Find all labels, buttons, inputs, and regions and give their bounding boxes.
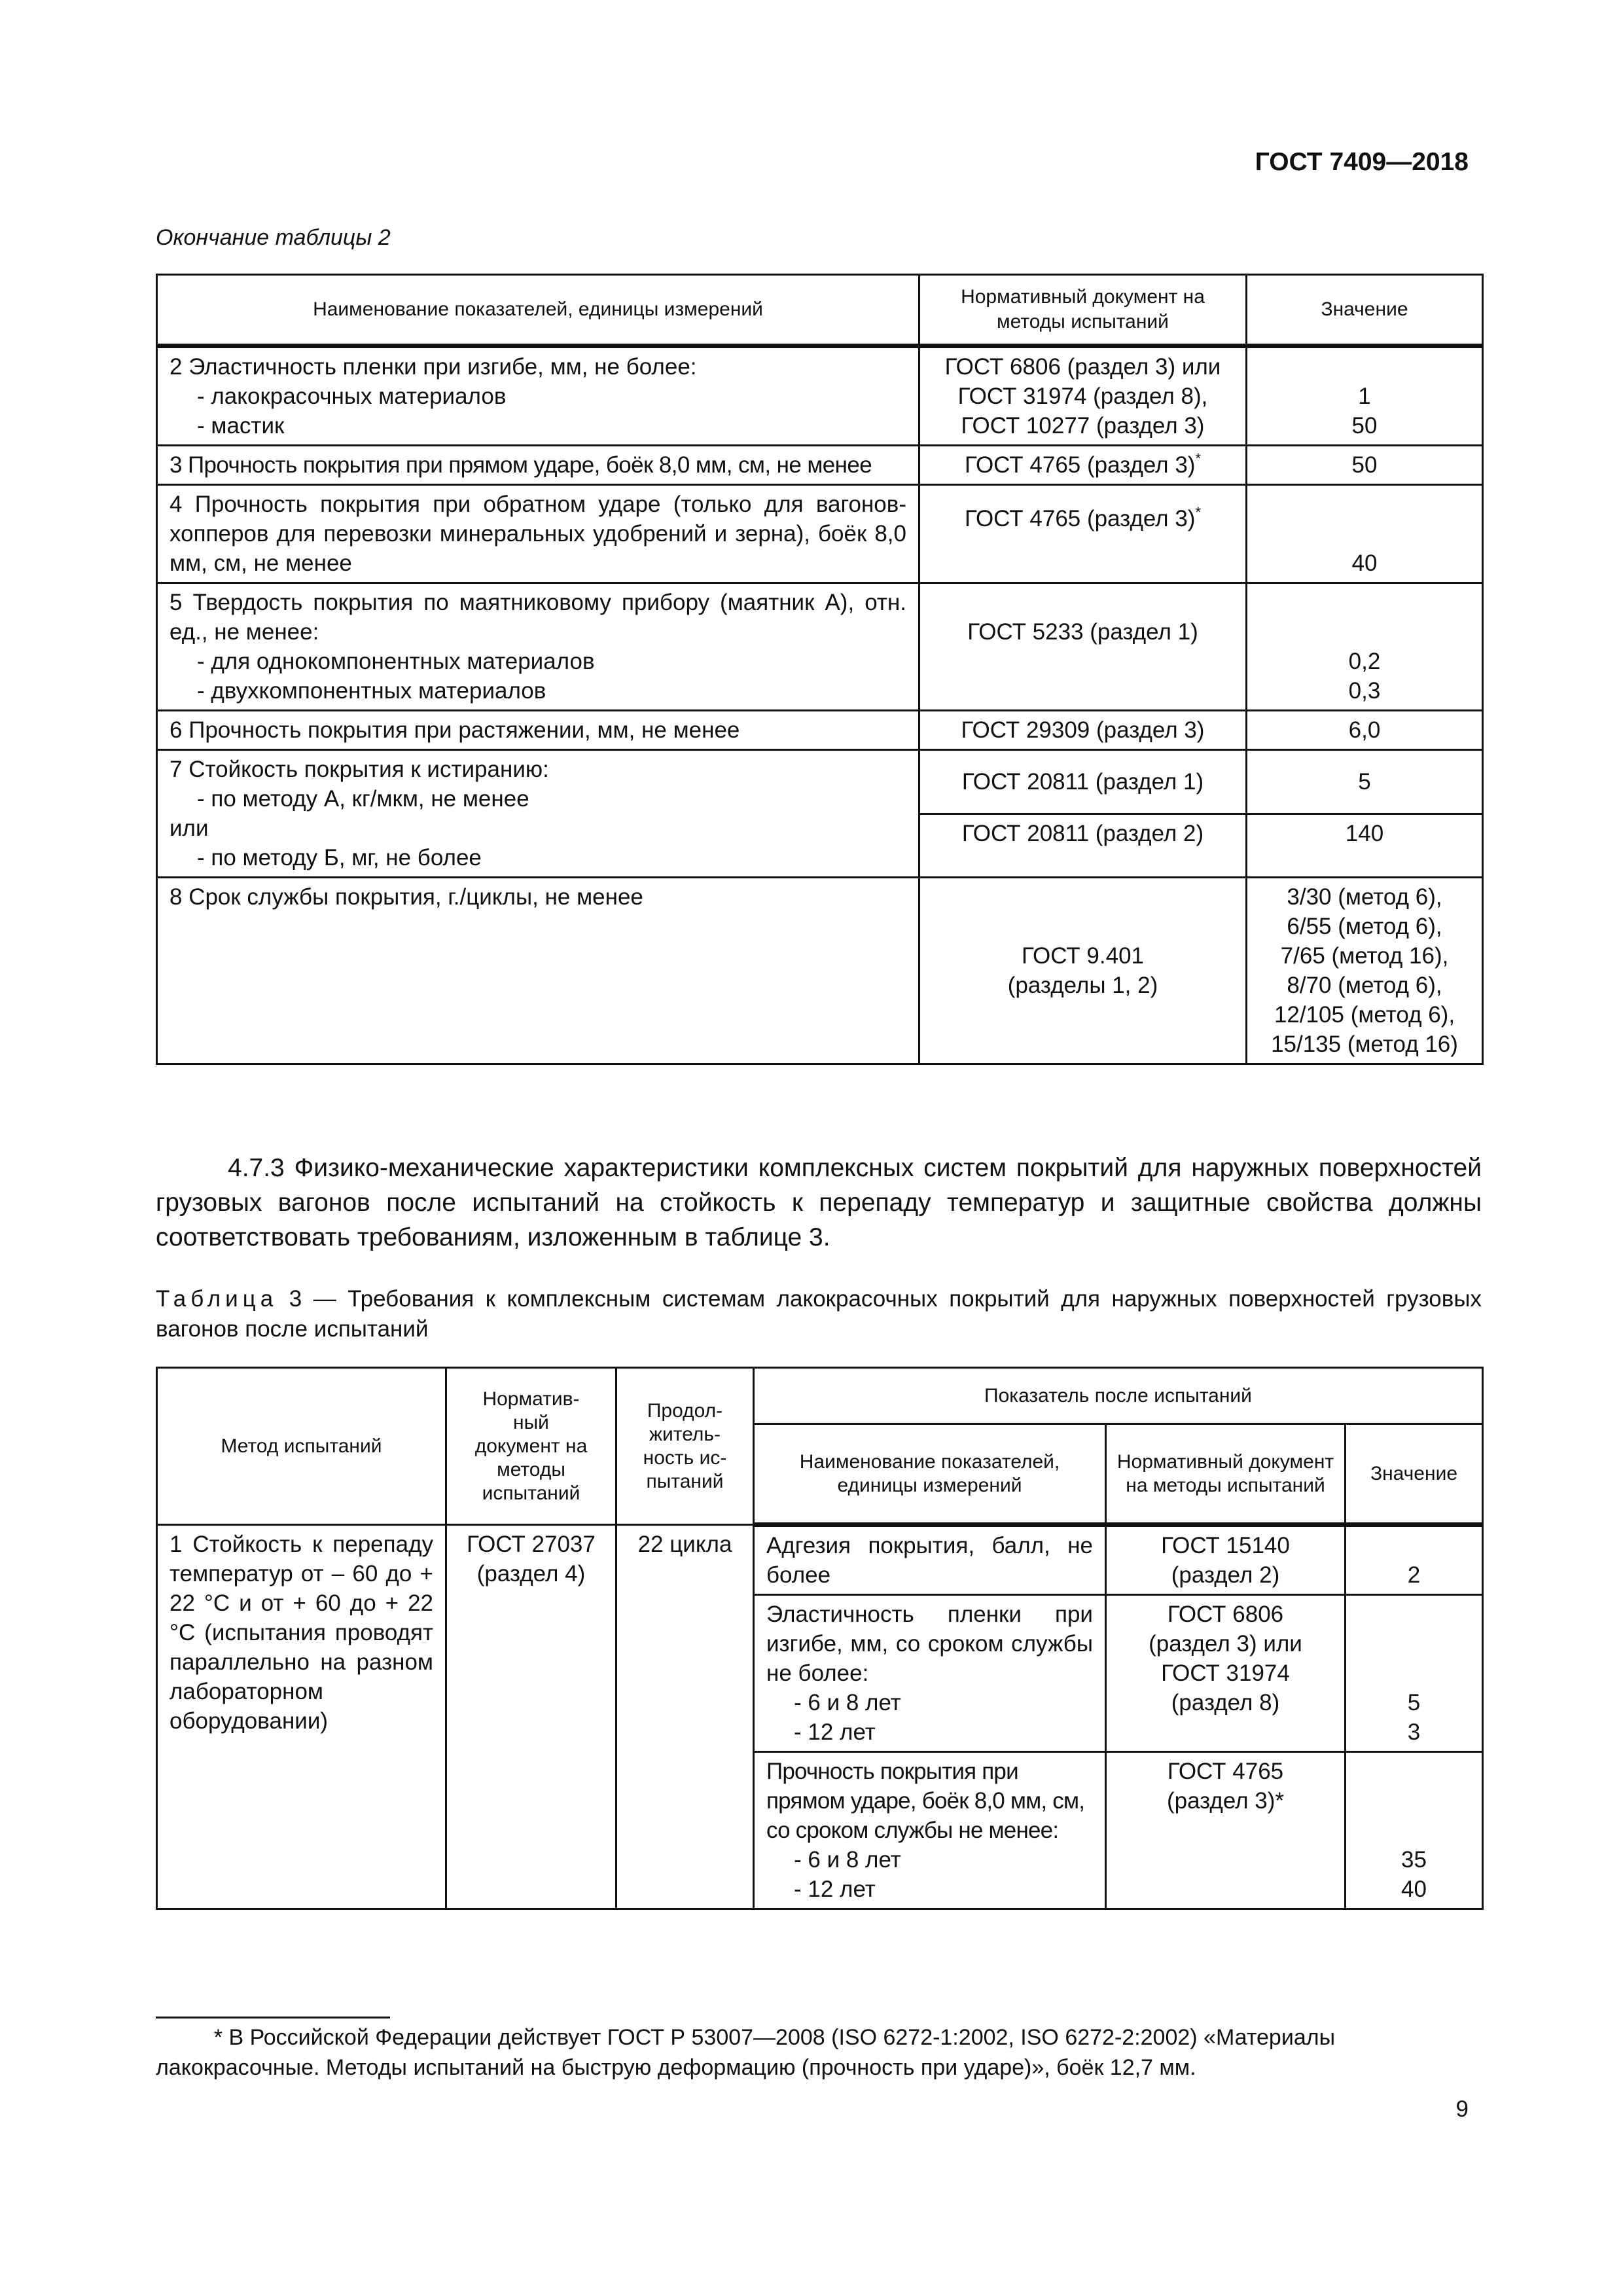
table-header-row [157,1368,1483,1424]
value: 3 [1407,1719,1421,1745]
indicator-doc-line: ГОСТ 31974 [1161,1660,1290,1686]
method-doc-line: ГОСТ 27037 [467,1532,596,1557]
value: 0,3 [1348,678,1381,704]
method-doc: ГОСТ 5233 (раздел 1) [967,619,1198,645]
value: 1 [1358,384,1371,409]
indicator-doc-cell [1106,1752,1346,1909]
value: 8/70 (метод 6), [1287,973,1442,998]
value: 50 [1247,446,1483,485]
indicator-doc-cell [1106,1595,1346,1752]
footnote-mark: * [1195,504,1202,520]
indicator-name: 2 Эластичность пленки при изгибе, мм, не более: [169,354,697,380]
value: 35 [1401,1847,1427,1873]
value: 0,2 [1348,649,1381,674]
table-3 [156,1367,1484,1910]
value: 6/55 (метод 6), [1287,914,1442,939]
indicator-name: Эластичность пленки при изгибе, мм, со сроком службы не более: [766,1602,1093,1686]
document-designation: ГОСТ 7409—2018 [1255,148,1469,176]
indicator-subitem: - 12 лет [794,1876,876,1902]
table-row [157,346,1483,446]
table-continuation-caption: Окончание таблицы 2 [156,225,391,250]
table-row [157,711,1483,750]
column-header-duration: Продол-житель-ность ис-пытаний [616,1368,754,1525]
indicator-name: 6 Прочность покрытия при растяжении, мм, не менее [157,711,919,750]
value: 50 [1351,413,1378,439]
indicator-subitem: - 6 и 8 лет [794,1690,901,1715]
indicator-subitem: - мастик [197,413,285,439]
indicator-name: 4 Прочность покрытия при обратном ударе (только для вагонов-хопперов для перевозки минеральных удобрений и зерна), боёк 8,0 мм, см, не менее [157,485,919,583]
table-label: Таблица [156,1286,278,1312]
indicator-subitem: - 12 лет [794,1719,876,1745]
indicator-doc-line: ГОСТ 4765 [1167,1759,1284,1784]
indicator-doc-line: ГОСТ 15140 [1161,1533,1290,1558]
indicator-cell [157,750,919,878]
table-row [157,485,1483,583]
indicator-subitem: - лакокрасочных материалов [197,384,507,409]
indicator-subitem: - по методу А, кг/мкм, не менее [197,786,529,812]
indicator-doc-cell [1106,1525,1346,1595]
column-header-method: Метод испытаний [157,1368,446,1525]
column-header-indicator-doc: Нормативный документ на методы испытаний [1106,1424,1346,1525]
method-doc-cell [919,583,1247,711]
indicator-cell [157,346,919,446]
value: 2 [1346,1525,1483,1595]
indicator-doc-line: (раздел 3) или [1149,1631,1302,1657]
method-doc-cell [919,878,1247,1064]
indicator-name: 5 Твердость покрытия по маятниковому прибору (маятник А), отн. ед., не менее: [169,590,906,645]
method-doc-line: (разделы 1, 2) [1007,973,1158,998]
indicator-name: Адгезия покрытия, балл, не более [754,1525,1106,1595]
indicator-subitem: - для однокомпонентных материалов [197,649,595,674]
table-row [157,750,1483,814]
value-cell [1247,346,1483,446]
method-doc: ГОСТ 20811 (раздел 1) [919,750,1247,814]
indicator-cell [157,583,919,711]
method-doc: ГОСТ 4765 (раздел 3) [964,506,1196,531]
paragraph-text: Физико-механические характеристики комплексных систем покрытий для наружных поверхностей грузовых вагонов после испытаний на стойкость к перепаду температур и защитные свойства должны соответствовать требованиям, изложенным в таблице 3. [156,1154,1482,1251]
table-row [157,583,1483,711]
method-doc-cell [919,346,1247,446]
column-header-indicator: Наименование показателей, единицы измерений [157,275,919,346]
indicator-cell [754,1595,1106,1752]
value-cell [1247,878,1483,1064]
method-doc-cell [919,446,1247,485]
indicator-name: 3 Прочность покрытия при прямом ударе, боёк 8,0 мм, см, не менее [157,446,919,485]
column-header-method-doc: Норматив-ный документ на методы испытаний [446,1368,616,1525]
table-row [157,446,1483,485]
table-number: 3 [289,1286,302,1312]
method-doc: ГОСТ 29309 (раздел 3) [919,711,1247,750]
column-header-group: Показатель после испытаний [754,1368,1483,1424]
value: 15/135 (метод 16) [1271,1031,1458,1057]
indicator-name: 7 Стойкость покрытия к истиранию: [169,757,549,782]
test-duration: 22 цикла [616,1525,754,1909]
table-row [157,878,1483,1064]
method-doc-line: ГОСТ 6806 (раздел 3) или [944,354,1221,380]
value: 140 [1247,814,1483,878]
indicator-doc-line: ГОСТ 6806 [1167,1602,1284,1627]
method-doc-cell [919,485,1247,583]
value: 40 [1401,1876,1427,1902]
value: 12/105 (метод 6), [1274,1002,1455,1028]
value-cell [1247,583,1483,711]
footnote [156,2022,1482,2083]
indicator-subitem: - двухкомпонентных материалов [197,678,546,704]
table-title: — Требования к комплексным системам лакокрасочных покрытий для наружных поверхностей грузовых вагонов после испытаний [156,1286,1482,1342]
footnote-mark: * [213,2025,223,2050]
table-row [157,1525,1483,1595]
value: 5 [1247,750,1483,814]
column-header-value: Значение [1247,275,1483,346]
table-2 [156,274,1484,1065]
column-header-indicator: Наименование показателей, единицы измерений [754,1424,1106,1525]
indicator-cell [754,1752,1106,1909]
indicator-doc-line: (раздел 3)* [1166,1788,1285,1814]
page-number: 9 [1455,2096,1469,2122]
footnote-text: В Российской Федерации действует ГОСТ Р 53007—2008 (ISO 6272-1:2002, ISO 6272-2:2002) «Материалы лакокрасочные. Методы испытаний на быструю деформацию (прочность при ударе)», боёк 12,7 мм. [156,2025,1336,2080]
test-method: 1 Стойкость к перепаду температур от – 60 до + 22 °С и от + 60 до + 22 °С (испытания проводят параллельно на разном лабораторном оборудовании) [157,1525,446,1909]
indicator-subitem: - по методу Б, мг, не более [197,845,482,870]
value: 7/65 (метод 16), [1280,943,1449,969]
indicator-subitem: - 6 и 8 лет [794,1847,901,1873]
paragraph-4-7-3 [156,1151,1482,1255]
value: 6,0 [1247,711,1483,750]
indicator-doc-line: (раздел 8) [1171,1690,1280,1715]
value: 5 [1407,1690,1421,1715]
paragraph-number: 4.7.3 [228,1154,285,1182]
indicator-name: 8 Срок службы покрытия, г./циклы, не менее [157,878,919,1064]
footnote-mark: * [1195,450,1202,467]
value: 40 [1247,485,1483,583]
method-doc-line: (раздел 4) [476,1561,586,1587]
method-doc: ГОСТ 4765 (раздел 3) [964,452,1196,478]
indicator-name: Прочность покрытия при прямом ударе, боёк 8,0 мм, см, со сроком службы не менее: [766,1759,1085,1843]
method-doc: ГОСТ 20811 (раздел 2) [919,814,1247,878]
value-cell [1346,1752,1483,1909]
indicator-or: или [169,816,209,841]
footnote-divider [156,2017,390,2018]
method-doc-line: ГОСТ 31974 (раздел 8), [957,384,1208,409]
value: 3/30 (метод 6), [1287,884,1442,910]
table-header-row [157,275,1483,346]
method-doc-line: ГОСТ 10277 (раздел 3) [961,413,1205,439]
method-doc-cell [446,1525,616,1909]
table-3-caption [156,1284,1482,1344]
indicator-doc-line: (раздел 2) [1171,1562,1280,1588]
value-cell [1346,1595,1483,1752]
method-doc-line: ГОСТ 9.401 [1021,943,1144,969]
column-header-test-method-doc: Нормативный документ на методы испытаний [919,275,1247,346]
column-header-value: Значение [1346,1424,1483,1525]
